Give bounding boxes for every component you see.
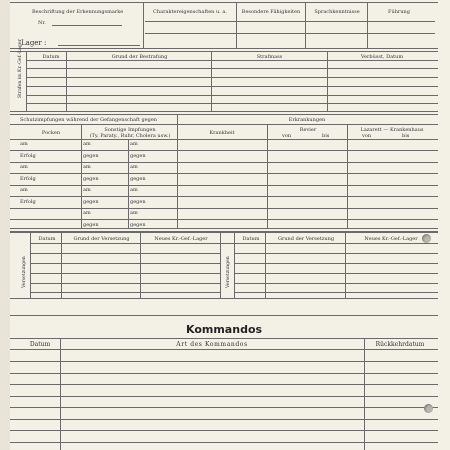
rule-line <box>10 139 438 140</box>
rule-line <box>10 196 438 197</box>
vacc-col-other: Sonstige Impfungen <box>104 127 156 133</box>
rule-line <box>10 338 438 339</box>
camp-label: Lager : <box>21 39 47 47</box>
rule-line <box>10 407 438 408</box>
rule-line <box>30 283 220 284</box>
rule-line <box>10 373 438 374</box>
vaccination-cell-label: gegen <box>83 221 99 228</box>
rule-line <box>145 21 435 22</box>
commando-col-return: Rückkehrdatum <box>375 341 425 348</box>
vaccination-cell-label: gegen <box>83 198 99 205</box>
vaccination-cell-label: gegen <box>130 175 146 182</box>
dog-tag-label: Beschriftung der Erkennungsmarke <box>32 9 124 15</box>
vaccination-cell-label: am <box>83 164 91 170</box>
rule-line <box>30 243 438 244</box>
illness-ward-from: von <box>282 133 292 139</box>
illness-col-ward: Revier <box>299 127 317 133</box>
rule-line <box>10 111 438 112</box>
illnesses-title: Erkrankungen <box>288 117 326 123</box>
rule-line <box>10 150 438 151</box>
illness-col-illness: Krankheit <box>209 130 235 136</box>
rule-line <box>145 33 435 34</box>
illness-hosp-from: von <box>362 133 372 139</box>
transfer-col-date-left: Datum <box>38 236 56 242</box>
rule-line <box>347 124 348 228</box>
rule-line <box>26 60 438 61</box>
punch-hole <box>422 234 431 243</box>
rule-line <box>234 263 438 264</box>
commandos-title: Kommandos <box>186 323 263 336</box>
vaccination-cell-label: am <box>20 164 28 170</box>
rule-line <box>10 396 438 397</box>
vaccination-cell-label: gegen <box>130 221 146 228</box>
rule-line <box>26 103 438 104</box>
vaccination-cell-label: am <box>83 210 91 216</box>
rule-line <box>10 315 438 316</box>
rule-line <box>128 139 129 228</box>
rule-line <box>10 298 438 299</box>
vaccination-cell-label: gegen <box>130 198 146 205</box>
vaccination-cell-label: am <box>20 187 28 193</box>
rule-line <box>234 292 438 293</box>
rule-line <box>58 45 140 46</box>
punish-col-reason: Grund der Bestrafung <box>111 54 168 60</box>
punishments-side-label: Strafen im Kr.-Gef.-Lager <box>18 39 23 98</box>
vaccination-cell-label: am <box>83 141 91 147</box>
rule-line <box>10 162 438 163</box>
document-page <box>10 0 450 450</box>
punch-hole <box>424 404 433 413</box>
vaccination-cell-label: am <box>20 141 28 147</box>
rule-line <box>30 292 220 293</box>
punish-col-served: Verbüsst, Datum <box>360 54 404 60</box>
rule-line <box>52 25 122 26</box>
rule-line <box>10 185 438 186</box>
rule-line <box>26 95 438 96</box>
conduct-label: Führung <box>388 9 410 15</box>
vacc-col-other-sub: (Ty. Paraty., Ruhr, Cholera usw.) <box>89 133 171 139</box>
punish-col-penalty: Strafmass <box>256 54 283 60</box>
abilities-label: Besondere Fähigkeiten <box>241 9 301 15</box>
vaccination-cell-label: am <box>130 141 138 147</box>
rule-line <box>367 2 368 48</box>
rule-line <box>305 2 306 48</box>
rule-line <box>10 442 438 443</box>
vacc-col-smallpox: Pocken <box>41 130 61 136</box>
rule-line <box>26 86 438 87</box>
rule-line <box>10 361 438 362</box>
rule-line <box>10 51 438 52</box>
rule-line <box>267 124 268 228</box>
vaccination-cell-label: Erfolg <box>20 152 36 159</box>
rule-line <box>234 273 438 274</box>
commando-col-date: Datum <box>29 341 51 348</box>
illness-hosp-to: bis <box>402 133 410 139</box>
rule-line <box>143 2 144 48</box>
rule-line <box>10 219 438 220</box>
rule-line <box>10 114 438 115</box>
rule-line <box>10 349 438 350</box>
illness-ward-to: bis <box>322 133 330 139</box>
rule-line <box>60 338 61 450</box>
rule-line <box>234 232 235 298</box>
transfers-side-label-right: Versetzungen <box>226 256 231 288</box>
vaccination-cell-label: am <box>130 164 138 170</box>
rule-line <box>26 68 438 69</box>
rule-line <box>10 419 438 420</box>
rule-line <box>10 173 438 174</box>
vaccination-cell-label: Erfolg <box>20 175 36 182</box>
rule-line <box>30 273 220 274</box>
vaccinations-title: Schutzimpfungen während der Gefangenschaft gegen <box>20 117 158 123</box>
vaccination-cell-label: am <box>130 187 138 193</box>
rule-line <box>236 2 237 48</box>
vaccination-cell-label: am <box>130 210 138 216</box>
rule-line <box>10 124 438 125</box>
languages-label: Sprachkenntnisse <box>314 9 360 15</box>
rule-line <box>234 283 438 284</box>
transfer-col-reason-right: Grund der Versetzung <box>277 236 335 242</box>
commando-col-type: Art des Kommandos <box>176 341 248 348</box>
transfer-col-newcamp-right: Neues Kr.-Gef.-Lager <box>364 236 418 242</box>
rule-line <box>234 253 438 254</box>
transfer-col-reason-left: Grund der Versetzung <box>73 236 130 242</box>
character-label: Charaktereigenschaften u. a. <box>153 9 227 15</box>
rule-line <box>30 253 220 254</box>
transfers-side-label-left: Versetzungen <box>22 256 27 288</box>
vaccination-cell-label: gegen <box>130 152 146 159</box>
rule-line <box>10 232 438 233</box>
rule-line <box>81 124 82 228</box>
rule-line <box>10 228 438 229</box>
rule-line <box>10 384 438 385</box>
vaccination-cell-label: gegen <box>83 175 99 182</box>
rule-line <box>10 2 438 3</box>
rule-line <box>364 338 365 450</box>
number-label: Nr. <box>38 20 46 26</box>
rule-line <box>30 232 31 298</box>
transfer-col-newcamp-left: Neues Kr.-Gef.-Lager <box>154 236 208 242</box>
rule-line <box>10 208 438 209</box>
vaccination-cell-label: gegen <box>83 152 99 159</box>
punish-col-date: Datum <box>42 54 60 60</box>
rule-line <box>26 77 438 78</box>
vaccination-cell-label: Erfolg <box>20 198 36 205</box>
rule-line <box>10 48 438 49</box>
vaccination-cell-label: am <box>83 187 91 193</box>
rule-line <box>30 263 220 264</box>
illness-col-hospital: Lazarett — Krankenhaus <box>360 127 424 133</box>
transfer-col-date-right: Datum <box>242 236 260 242</box>
rule-line <box>10 430 438 431</box>
